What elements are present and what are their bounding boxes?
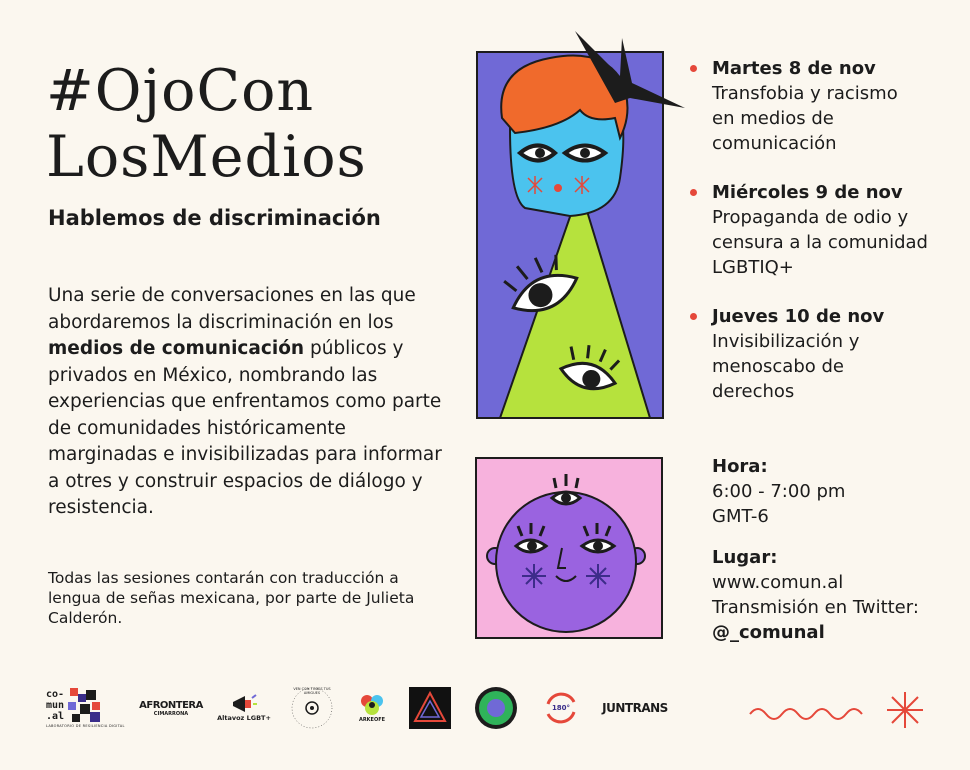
session-topic: Transfobia y racismo en medios de comunicación <box>712 83 898 154</box>
event-title <box>46 58 367 190</box>
lugar-website[interactable]: www.comun.al <box>712 572 844 593</box>
triangle-emblem-icon <box>409 687 451 729</box>
session-item <box>690 304 960 404</box>
stream-prefix: Transmisión en Twitter: <box>712 597 919 618</box>
arkeofe-logo <box>352 685 392 731</box>
logo-180 <box>538 685 584 731</box>
intro-text-1: Una serie de conversaciones en las que abordaremos la discriminación en los <box>48 285 416 333</box>
session-item <box>690 180 960 280</box>
comunal-line-1: co- <box>46 688 65 700</box>
juntrans-logo <box>598 685 672 731</box>
label-180: 180° <box>551 704 571 712</box>
twitter-handle[interactable]: @_comunal <box>712 622 825 643</box>
title-line-1: #OjoCon <box>46 58 315 124</box>
title-line-2: LosMedios <box>46 124 367 190</box>
session-topic: Propaganda de odio y censura a la comunidad LGBTIQ+ <box>712 207 928 278</box>
session-date: Miércoles 9 de nov <box>712 182 903 203</box>
comunal-tagline: LABORATORIO DE RESILIENCIA DIGITAL <box>46 724 125 728</box>
bullet-dot <box>690 313 697 320</box>
afrontera-main: AFRONTERA <box>139 699 203 711</box>
lugar-block <box>712 545 962 645</box>
comunal-logo <box>46 685 126 731</box>
ven-con-logo <box>286 685 338 731</box>
sessions-list <box>690 56 960 428</box>
lugar-stream <box>712 595 962 645</box>
arkeofe-label: ARKEOFE <box>358 717 386 723</box>
partner-logos <box>46 685 686 735</box>
session-date: Martes 8 de nov <box>712 58 876 79</box>
altavoz-logo <box>216 685 272 731</box>
triangle-logo <box>408 685 452 731</box>
lugar-label: Lugar: <box>712 547 778 568</box>
ven-con-text: VEN CON TODES TUS AMIGUES <box>293 687 331 695</box>
illustration-face-eyes <box>470 28 695 423</box>
megaphone-icon <box>231 694 257 714</box>
intro-bold: medios de comunicación <box>48 338 305 359</box>
hora-time: 6:00 - 7:00 pm <box>712 481 846 502</box>
session-date: Jueves 10 de nov <box>712 306 885 327</box>
illustration-round-face <box>474 456 666 641</box>
hora-timezone: GMT-6 <box>712 506 769 527</box>
altavoz-label: Altavoz LGBT+ <box>217 714 271 722</box>
comunal-line-2: mun <box>46 699 65 711</box>
intro-text-2: públicos y privados en México, nombrando las experiencias que enfrentamos como parte de comunidades históricamente marginadas e invisibilizadas para informar a otres y construir espacios de diálogo y resistencia. <box>48 338 442 518</box>
pixel-mosaic-icon <box>68 688 104 722</box>
bullet-dot <box>690 65 697 72</box>
event-subtitle: Hablemos de discriminación <box>48 206 381 230</box>
squiggle-decoration <box>748 690 933 735</box>
comunal-line-3: .al <box>46 710 65 722</box>
juntrans-label: JUNTRANS <box>602 701 668 715</box>
sign-language-note: Todas las sesiones contarán con traducción a lengua de señas mexicana, por parte de Julieta Calderón. <box>48 569 415 627</box>
afrontera-logo <box>139 685 203 731</box>
hora-label: Hora: <box>712 456 768 477</box>
green-circle-logo <box>472 685 520 731</box>
hora-block <box>712 454 962 529</box>
intro-paragraph <box>48 283 448 522</box>
session-topic: Invisibilización y menoscabo de derechos <box>712 331 860 402</box>
bullet-dot <box>690 189 697 196</box>
afrontera-sub: CIMARRONA <box>153 710 189 717</box>
green-circle-emblem-icon <box>474 686 518 730</box>
session-item <box>690 56 960 156</box>
colorful-blob-icon <box>359 693 385 717</box>
